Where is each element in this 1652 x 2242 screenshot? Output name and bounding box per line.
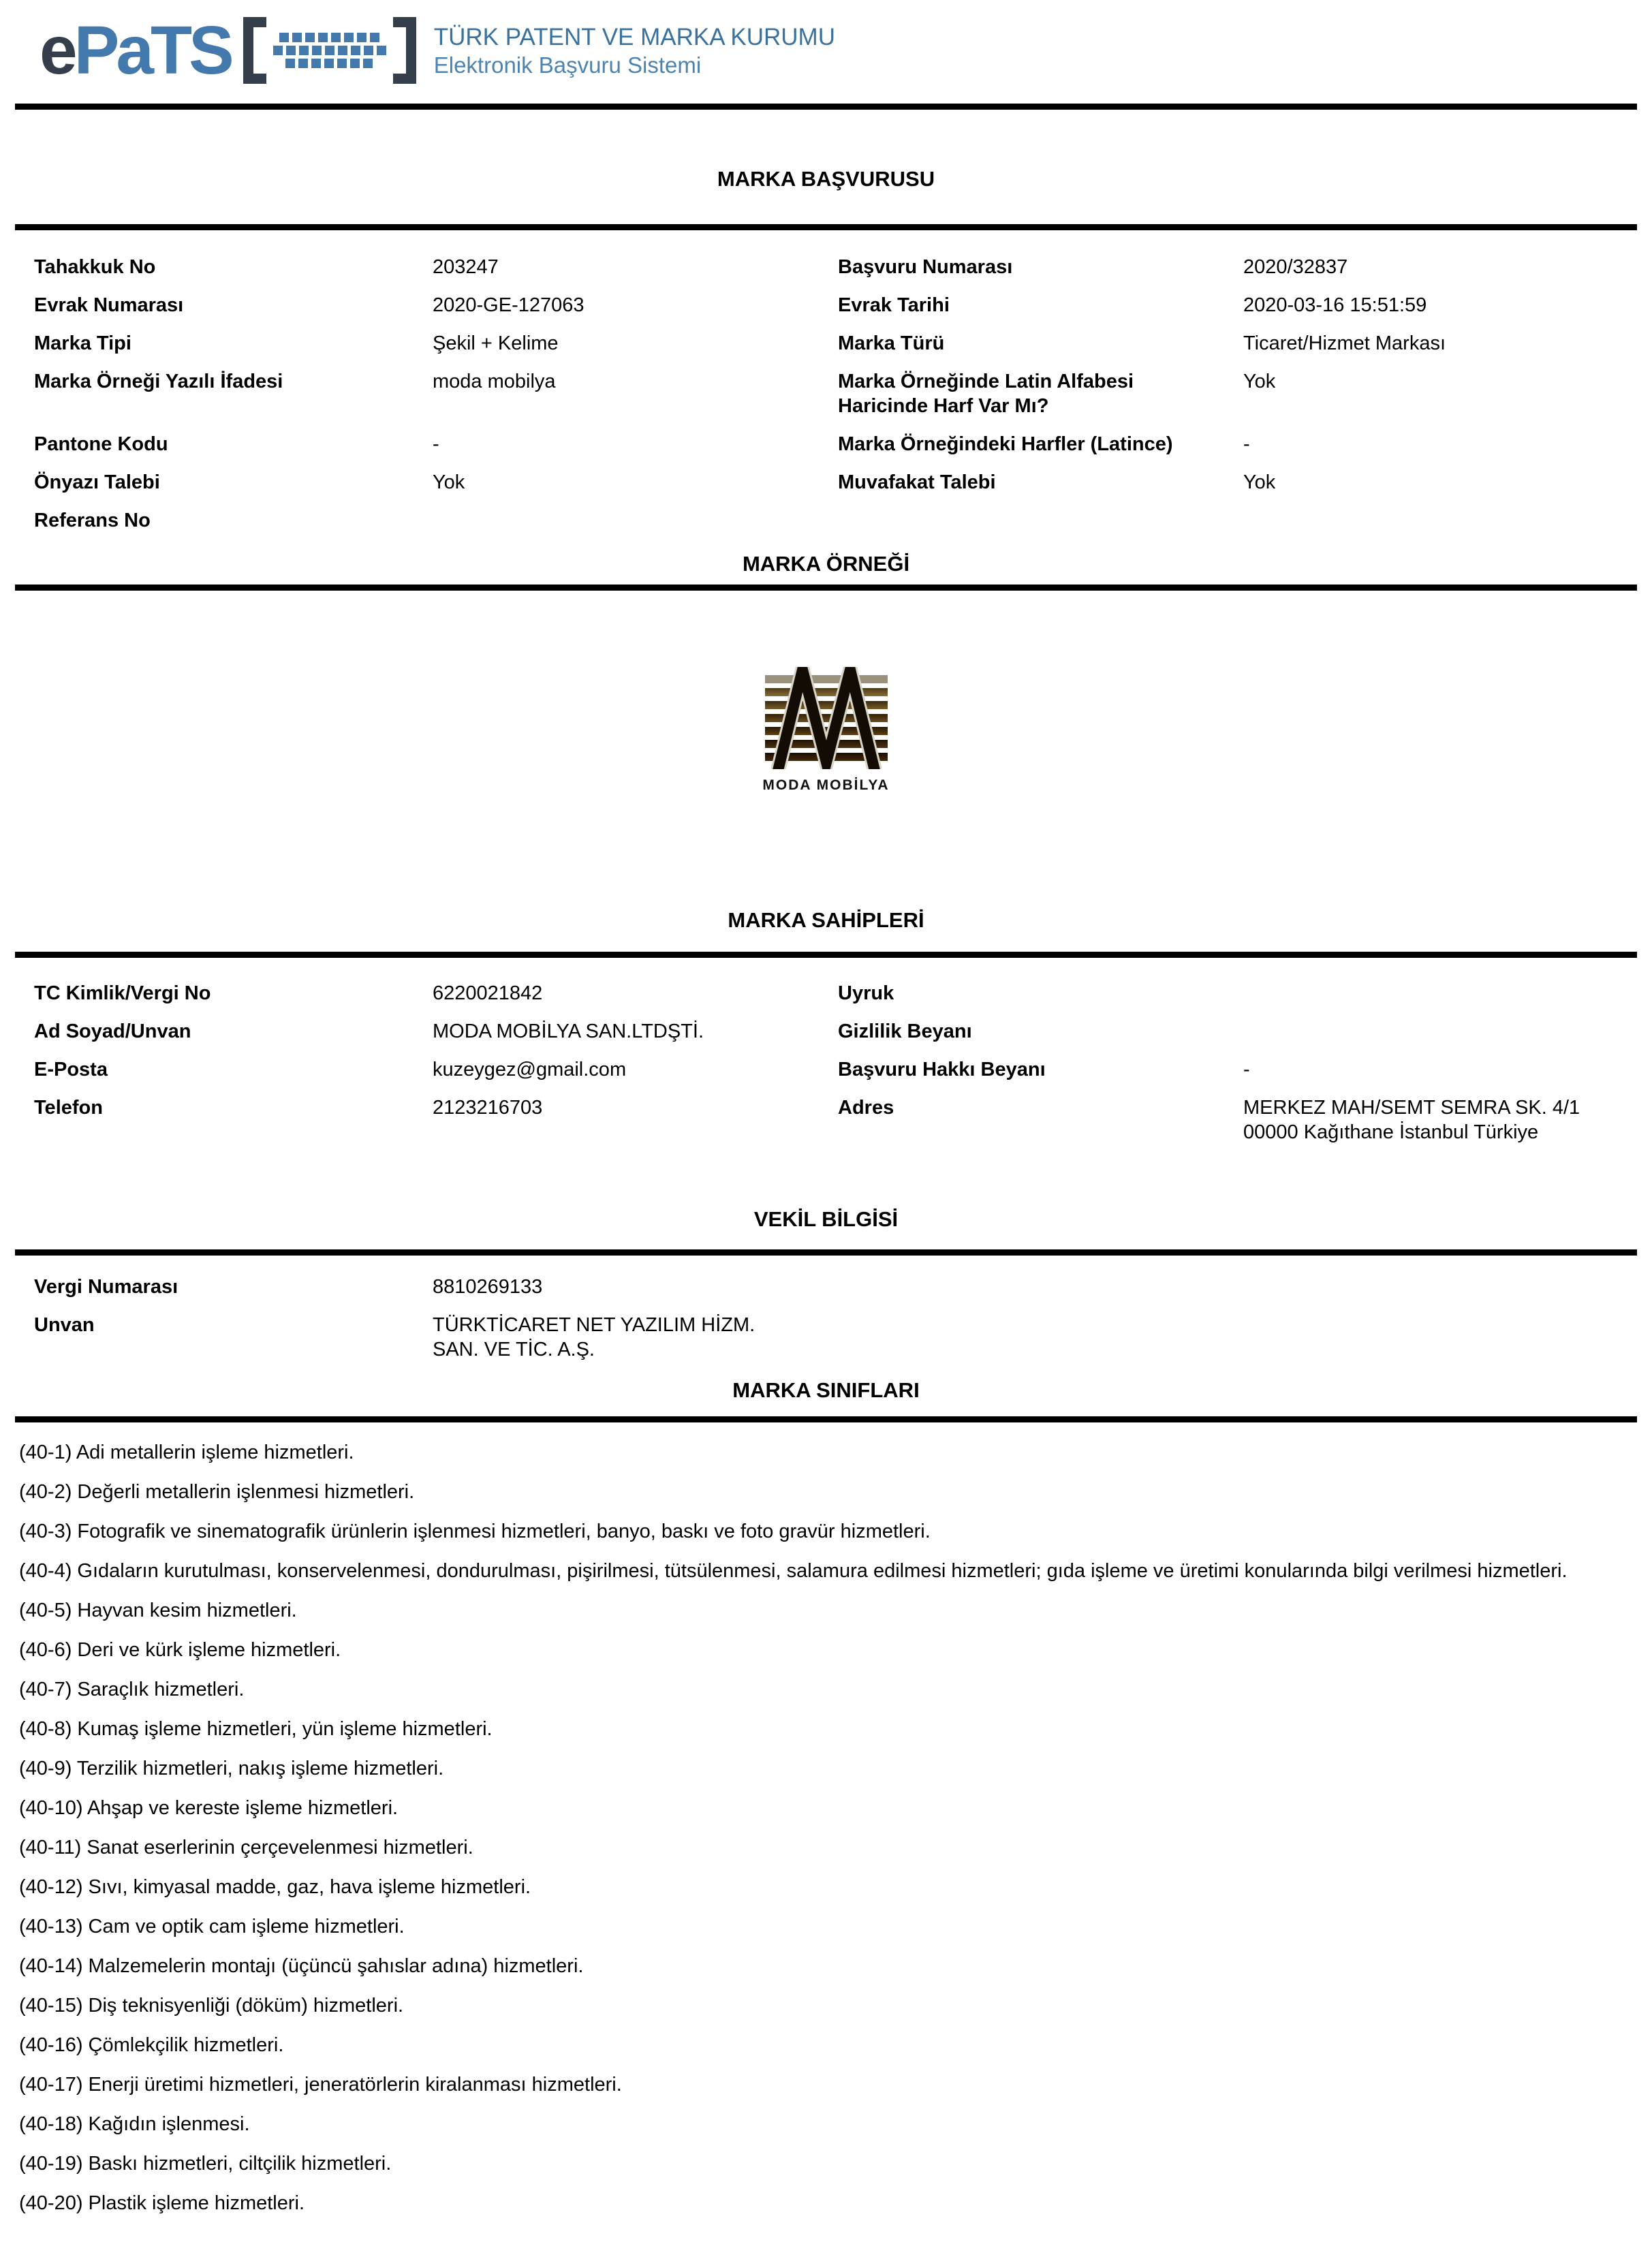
- class-item: (40-13) Cam ve optik cam işleme hizmetleri.: [19, 1916, 405, 1937]
- field-label: Unvan: [34, 1314, 95, 1336]
- class-item: (40-18) Kağıdın işlenmesi.: [19, 2113, 250, 2135]
- section-title-owners: MARKA SAHİPLERİ: [728, 908, 924, 932]
- field-value: 8810269133: [433, 1276, 543, 1298]
- organization-line2: Elektronik Başvuru Sistemi: [433, 52, 702, 78]
- header: [0, 0, 1652, 90]
- trademark-sample: [0, 667, 1652, 794]
- brand-name-text: MODA MOBİLYA: [762, 777, 890, 793]
- left-bracket-icon: [243, 17, 266, 84]
- field-value: MODA MOBİLYA SAN.LTDŞTİ.: [433, 1021, 704, 1042]
- field-row: [34, 974, 1632, 1012]
- owner-fields: [0, 974, 1652, 1151]
- field-label: Telefon: [34, 1097, 103, 1119]
- epats-logo-e: e: [40, 12, 74, 89]
- trademark-image: [762, 667, 891, 769]
- field-label: Evrak Numarası: [34, 294, 184, 316]
- organization-line1: TÜRK PATENT VE MARKA KURUMU: [433, 24, 835, 50]
- divider-rule: [15, 224, 1637, 230]
- field-row: [34, 1050, 1632, 1089]
- field-label: Önyazı Talebi: [34, 471, 160, 493]
- class-item: (40-8) Kumaş işleme hizmetleri, yün işleme hizmetleri.: [19, 1718, 493, 1740]
- field-label: Muvafakat Talebi: [838, 471, 996, 493]
- field-label: Başvuru Numarası: [838, 256, 1013, 278]
- section-title-sample: MARKA ÖRNEĞİ: [742, 552, 910, 576]
- field-label: Marka Tipi: [34, 332, 131, 354]
- field-value: kuzeygez@gmail.com: [433, 1059, 627, 1080]
- field-value: MERKEZ MAH/SEMT SEMRA SK. 4/1 00000 Kağıthane İstanbul Türkiye: [1243, 1097, 1580, 1143]
- divider-rule: [15, 585, 1637, 591]
- field-value: 2020-03-16 15:51:59: [1243, 294, 1427, 316]
- field-value: TÜRKTİCARET NET YAZILIM HİZM. SAN. VE TİC. A.Ş.: [433, 1314, 755, 1360]
- class-item: (40-14) Malzemelerin montajı (üçüncü şahıslar adına) hizmetleri.: [19, 1955, 584, 1977]
- field-label: E-Posta: [34, 1059, 108, 1080]
- field-value: 2020/32837: [1243, 256, 1348, 278]
- class-item: (40-10) Ahşap ve kereste işleme hizmetleri.: [19, 1797, 399, 1819]
- field-label: Adres: [838, 1097, 894, 1119]
- class-item: (40-4) Gıdaların kurutulması, konservelenmesi, dondurulması, pişirilmesi, tütsülenmesi, salamura edilmesi hizmetleri; gıda işleme ve üretimi konularında bilgi verilmesi hizmetleri.: [19, 1560, 1568, 1582]
- field-label: Başvuru Hakkı Beyanı: [838, 1059, 1046, 1080]
- section-title-application: MARKA BAŞVURUSU: [717, 167, 935, 191]
- field-row: [34, 1089, 1632, 1151]
- field-label: Ad Soyad/Unvan: [34, 1021, 191, 1042]
- brand-m-monogram: [762, 667, 891, 769]
- application-fields: [0, 248, 1652, 540]
- field-value: -: [1243, 1059, 1250, 1080]
- field-label: Marka Türü: [838, 332, 945, 354]
- field-row: [34, 1306, 1632, 1369]
- field-label: Marka Örneğinde Latin Alfabesi Haricinde Harf Var Mı?: [838, 371, 1134, 417]
- class-item: (40-6) Deri ve kürk işleme hizmetleri.: [19, 1639, 341, 1661]
- field-value: Yok: [433, 471, 465, 493]
- keyboard-bracket-icon: [243, 17, 416, 84]
- epats-logo: [40, 12, 231, 89]
- divider-rule: [15, 1249, 1637, 1256]
- field-label: TC Kimlik/Vergi No: [34, 982, 211, 1004]
- field-label: Gizlilik Beyanı: [838, 1021, 972, 1042]
- field-row: [34, 1268, 1632, 1306]
- organization-name: [434, 22, 835, 79]
- field-label: Evrak Tarihi: [838, 294, 950, 316]
- field-label: Marka Örneğindeki Harfler (Latince): [838, 433, 1173, 455]
- field-value: Yok: [1243, 371, 1276, 392]
- section-title-classes: MARKA SINIFLARI: [732, 1378, 920, 1402]
- attorney-fields: [0, 1268, 1652, 1369]
- field-value: 2123216703: [433, 1097, 543, 1119]
- field-value: 2020-GE-127063: [433, 294, 585, 316]
- field-label: Pantone Kodu: [34, 433, 168, 455]
- divider-rule: [15, 1416, 1637, 1422]
- field-row: [34, 286, 1632, 324]
- field-value: 6220021842: [433, 982, 543, 1004]
- class-item: (40-12) Sıvı, kimyasal madde, gaz, hava işleme hizmetleri.: [19, 1876, 531, 1898]
- class-item: (40-7) Saraçlık hizmetleri.: [19, 1679, 245, 1700]
- trademark-classes-list: [0, 1440, 1652, 2215]
- class-item: (40-2) Değerli metallerin işlenmesi hizmetleri.: [19, 1481, 415, 1503]
- field-label: Tahakkuk No: [34, 256, 156, 278]
- class-item: (40-1) Adi metallerin işleme hizmetleri.: [19, 1442, 354, 1463]
- field-label: Referans No: [34, 510, 151, 531]
- epats-logo-pats: PaTS: [74, 12, 231, 89]
- field-value: Yok: [1243, 471, 1276, 493]
- field-row: [34, 1012, 1632, 1050]
- class-item: (40-15) Diş teknisyenliği (döküm) hizmetleri.: [19, 1995, 404, 2017]
- keyboard-keys-icon: [266, 33, 393, 68]
- section-title-attorney: VEKİL BİLGİSİ: [753, 1207, 899, 1231]
- field-label: Marka Örneği Yazılı İfadesi: [34, 371, 283, 392]
- field-row: [34, 248, 1632, 286]
- class-item: (40-11) Sanat eserlerinin çerçevelenmesi hizmetleri.: [19, 1837, 473, 1858]
- right-bracket-icon: [393, 17, 416, 84]
- class-item: (40-16) Çömlekçilik hizmetleri.: [19, 2034, 284, 2056]
- class-item: (40-19) Baskı hizmetleri, ciltçilik hizmetleri.: [19, 2153, 392, 2175]
- field-label: Vergi Numarası: [34, 1276, 178, 1298]
- class-item: (40-20) Plastik işleme hizmetleri.: [19, 2192, 305, 2214]
- field-value: -: [433, 433, 439, 455]
- divider-rule: [15, 952, 1637, 958]
- field-row: [34, 501, 1632, 540]
- field-value: Ticaret/Hizmet Markası: [1243, 332, 1446, 354]
- field-value: moda mobilya: [433, 371, 556, 392]
- field-label: Uyruk: [838, 982, 894, 1004]
- field-value: -: [1243, 433, 1250, 455]
- field-row: [34, 362, 1632, 425]
- class-item: (40-5) Hayvan kesim hizmetleri.: [19, 1600, 297, 1621]
- field-value: Şekil + Kelime: [433, 332, 559, 354]
- field-row: [34, 463, 1632, 501]
- divider-rule: [15, 104, 1637, 110]
- class-item: (40-9) Terzilik hizmetleri, nakış işleme hizmetleri.: [19, 1758, 444, 1779]
- field-row: [34, 425, 1632, 463]
- class-item: (40-3) Fotografik ve sinematografik ürünlerin işlenmesi hizmetleri, banyo, baskı ve foto gravür hizmetleri.: [19, 1521, 931, 1542]
- field-row: [34, 324, 1632, 362]
- field-value: 203247: [433, 256, 499, 278]
- class-item: (40-17) Enerji üretimi hizmetleri, jeneratörlerin kiralanması hizmetleri.: [19, 2074, 622, 2096]
